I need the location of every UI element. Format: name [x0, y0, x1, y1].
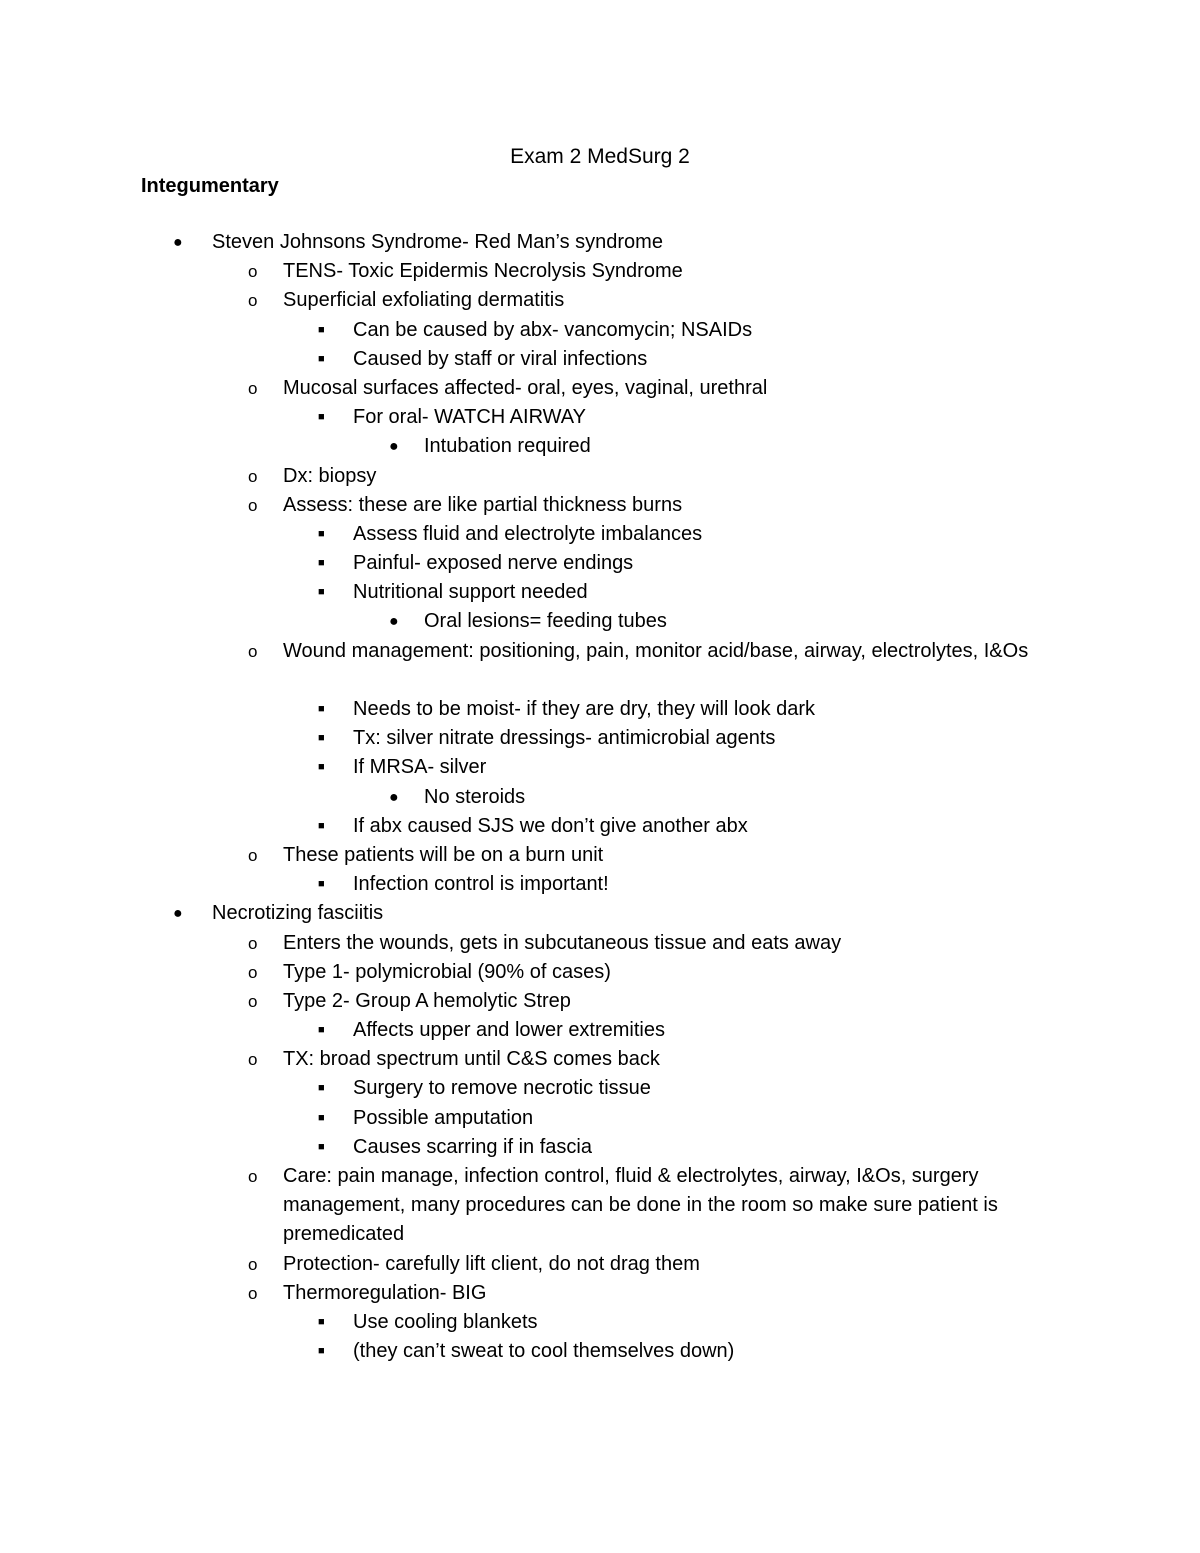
list-item-text: Tx: silver nitrate dressings- antimicrobial agents [353, 727, 776, 750]
bullet-icon: o [248, 291, 258, 311]
list-item [0, 958, 1200, 987]
list-item-text: Protection- carefully lift client, do not drag them [283, 1252, 700, 1275]
list-item [0, 607, 1200, 636]
list-item-text: No steroids [424, 785, 526, 808]
bullet-icon: o [248, 262, 258, 282]
bullet-icon: o [248, 466, 258, 486]
list-item-text: Wound management: positioning, pain, monitor acid/base, airway, electrolytes, I&Os [283, 639, 1029, 662]
bullet-icon: o [248, 962, 258, 982]
list-item-text: Assess: these are like partial thickness burns [283, 493, 683, 516]
list-item-text: Type 1- polymicrobial (90% of cases) [283, 960, 611, 983]
list-item [0, 286, 1200, 315]
list-item-text: Type 2- Group A hemolytic Strep [283, 989, 571, 1012]
bullet-icon: ■ [318, 878, 325, 891]
list-item [0, 841, 1200, 870]
list-item-text: Surgery to remove necrotic tissue [353, 1077, 651, 1100]
list-item-text: Dx: biopsy [283, 464, 377, 487]
list-item-text: If MRSA- silver [353, 756, 487, 779]
list-item [0, 491, 1200, 520]
bullet-icon: ■ [318, 1111, 325, 1124]
bullet-icon: o [248, 495, 258, 515]
bullet-icon: ■ [318, 1345, 325, 1358]
bullet-icon: o [248, 641, 258, 661]
list-item-text: Thermoregulation- BIG [283, 1281, 487, 1304]
list-item-text: Assess fluid and electrolyte imbalances [353, 522, 703, 545]
list-item-text: These patients will be on a burn unit [283, 843, 604, 866]
list-item-text: Possible amputation [353, 1106, 534, 1129]
list-item [0, 345, 1200, 374]
list-item [0, 637, 1200, 695]
list-item [0, 929, 1200, 958]
list-item-text: Oral lesions= feeding tubes [424, 610, 667, 633]
list-item [0, 228, 1200, 257]
bullet-icon: o [248, 1167, 258, 1187]
list-item [0, 1016, 1200, 1045]
list-item-text: TX: broad spectrum until C&S comes back [283, 1048, 660, 1071]
list-item-text: Can be caused by abx- vancomycin; NSAIDs [353, 318, 753, 341]
list-item [0, 1279, 1200, 1308]
list-item [0, 403, 1200, 432]
bullet-icon: ■ [318, 732, 325, 745]
bullet-icon: ■ [318, 1024, 325, 1037]
list-item-text: Care: pain manage, infection control, fluid & electrolytes, airway, I&Os, surgery management, many procedures can be done in the room so make sure patient is premedicated [283, 1165, 998, 1246]
list-item [0, 870, 1200, 899]
bullet-icon: ● [173, 234, 183, 251]
bullet-icon: o [248, 378, 258, 398]
section-heading: Integumentary [141, 175, 279, 197]
list-item [0, 783, 1200, 812]
list-item-text: Infection control is important! [353, 873, 609, 896]
bullet-icon: ● [389, 438, 399, 456]
notes-list [0, 228, 1200, 1366]
document-title: Exam 2 MedSurg 2 [510, 145, 690, 168]
bullet-icon: o [248, 845, 258, 865]
list-item [0, 316, 1200, 345]
list-item [0, 695, 1200, 724]
bullet-icon: ■ [318, 411, 325, 424]
bullet-icon: ■ [318, 527, 325, 540]
list-item-text: Use cooling blankets [353, 1310, 538, 1333]
list-item-text: If abx caused SJS we don’t give another abx [353, 814, 748, 837]
list-item [0, 1308, 1200, 1337]
bullet-icon: o [248, 1254, 258, 1274]
list-item [0, 753, 1200, 782]
list-item [0, 257, 1200, 286]
list-item [0, 578, 1200, 607]
list-item-text: (they can’t sweat to cool themselves down) [353, 1340, 735, 1363]
list-item [0, 1045, 1200, 1074]
list-item [0, 812, 1200, 841]
list-item [0, 899, 1200, 928]
list-item-text: Necrotizing fasciitis [212, 902, 384, 925]
list-item-text: Intubation required [424, 435, 591, 458]
bullet-icon: ● [389, 613, 399, 631]
list-item-text: TENS- Toxic Epidermis Necrolysis Syndrome [283, 260, 683, 283]
list-item [0, 724, 1200, 753]
list-item [0, 374, 1200, 403]
list-item [0, 1162, 1200, 1250]
list-item [0, 1337, 1200, 1366]
bullet-icon: o [248, 1283, 258, 1303]
bullet-icon: ■ [318, 1140, 325, 1153]
bullet-icon: ■ [318, 586, 325, 599]
bullet-icon: ■ [318, 557, 325, 570]
bullet-icon: ■ [318, 703, 325, 716]
list-item [0, 1250, 1200, 1279]
list-item [0, 1104, 1200, 1133]
list-item [0, 549, 1200, 578]
list-item-text: Painful- exposed nerve endings [353, 552, 634, 575]
bullet-icon: ■ [318, 1082, 325, 1095]
bullet-icon: o [248, 991, 258, 1011]
list-item-text: For oral- WATCH AIRWAY [353, 406, 586, 429]
list-item [0, 432, 1200, 461]
bullet-icon: ■ [318, 323, 325, 336]
list-item-text: Mucosal surfaces affected- oral, eyes, vaginal, urethral [283, 376, 768, 399]
list-item-text: Causes scarring if in fascia [353, 1135, 592, 1158]
list-item-text: Affects upper and lower extremities [353, 1019, 666, 1042]
bullet-icon: ■ [318, 761, 325, 774]
list-item-text: Caused by staff or viral infections [353, 347, 648, 370]
list-item [0, 1133, 1200, 1162]
bullet-icon: o [248, 1050, 258, 1070]
list-item [0, 462, 1200, 491]
list-item-text: Nutritional support needed [353, 581, 588, 604]
bullet-icon: ■ [318, 819, 325, 832]
list-item [0, 1074, 1200, 1103]
bullet-icon: ● [173, 905, 183, 923]
list-item-text: Superficial exfoliating dermatitis [283, 289, 565, 312]
bullet-icon: ● [389, 788, 399, 806]
bullet-icon: ■ [318, 352, 325, 365]
list-item-text: Enters the wounds, gets in subcutaneous tissue and eats away [283, 931, 842, 954]
bullet-icon: o [248, 933, 258, 953]
list-item-text: Steven Johnsons Syndrome- Red Man’s syndrome [212, 231, 663, 253]
bullet-icon: ■ [318, 1315, 325, 1328]
list-item [0, 520, 1200, 549]
list-item-text: Needs to be moist- if they are dry, they will look dark [353, 698, 816, 721]
list-item [0, 987, 1200, 1016]
